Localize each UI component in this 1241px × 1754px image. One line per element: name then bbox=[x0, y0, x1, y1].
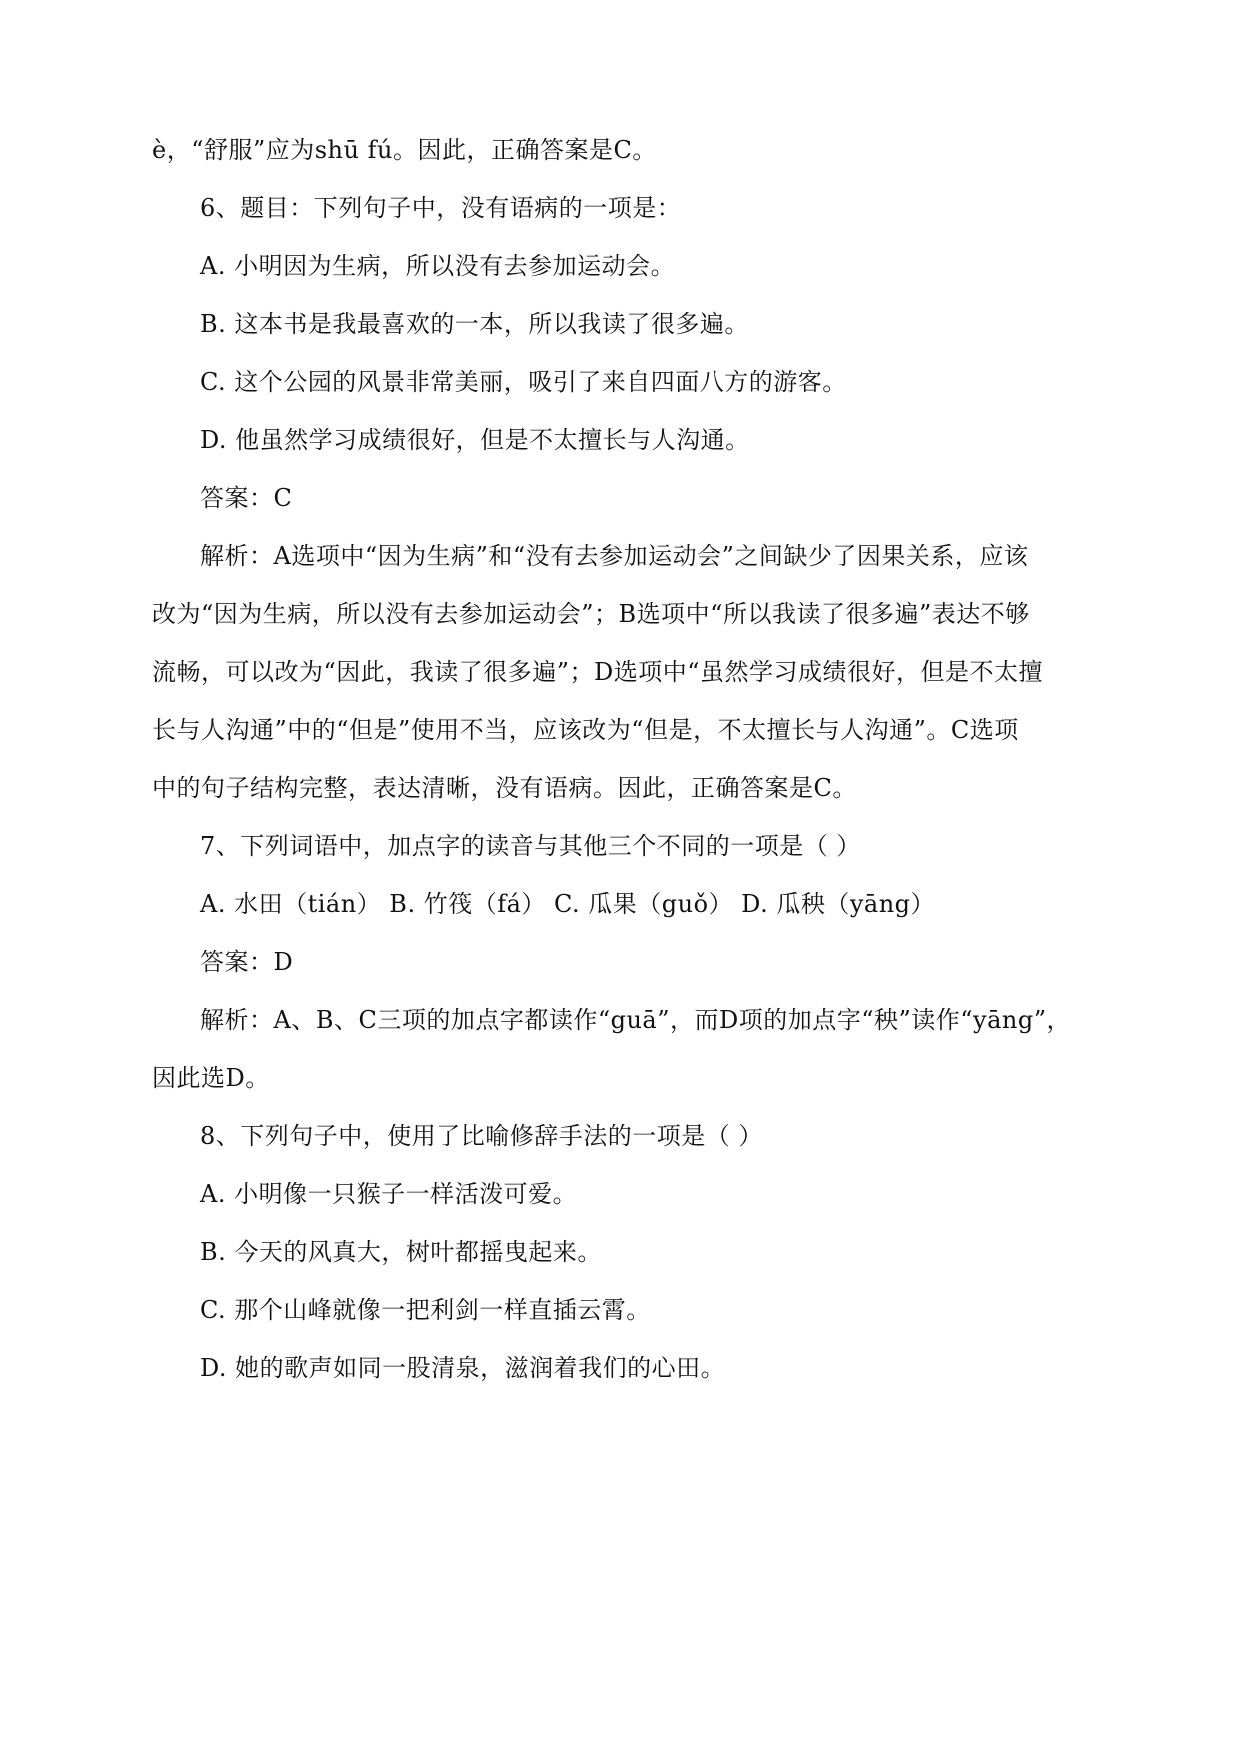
question-7-analysis-line: 因此选D。 bbox=[152, 1064, 270, 1092]
question-7-title: 7、下列词语中，加点字的读音与其他三个不同的一项是（ ） bbox=[200, 832, 861, 860]
question-7-analysis-line: 解析：A、B、C三项的加点字都读作“guā”，而D项的加点字“秧”读作“yāng”， bbox=[200, 1006, 1072, 1034]
question-8-option-c: C. 那个山峰就像一把利剑一样直插云霄。 bbox=[200, 1296, 651, 1324]
question-8-option-b: B. 今天的风真大，树叶都摇曳起来。 bbox=[200, 1238, 602, 1266]
question-6-option-a: A. 小明因为生病，所以没有去参加运动会。 bbox=[200, 252, 676, 280]
question-7-options: A. 水田（tián） B. 竹筏（fá） C. 瓜果（guǒ） D. 瓜秧（yāng） bbox=[200, 890, 936, 918]
question-6-option-d: D. 他虽然学习成绩很好，但是不太擅长与人沟通。 bbox=[200, 426, 750, 454]
question-6-analysis-line: 解析：A选项中“因为生病”和“没有去参加运动会”之间缺少了因果关系，应该 bbox=[200, 542, 1029, 570]
question-8-option-d: D. 她的歌声如同一股清泉，滋润着我们的心田。 bbox=[200, 1354, 726, 1382]
question-6-title: 6、题目：下列句子中，没有语病的一项是： bbox=[200, 194, 682, 222]
question-6-answer: 答案：C bbox=[200, 484, 293, 512]
question-7-answer: 答案：D bbox=[200, 948, 294, 976]
question-6-analysis-line: 流畅，可以改为“因此，我读了很多遍”；D选项中“虽然学习成绩很好，但是不太擅 bbox=[152, 658, 1044, 686]
question-6-analysis-line: 改为“因为生病，所以没有去参加运动会”；B选项中“所以我读了很多遍”表达不够 bbox=[152, 600, 1030, 628]
question-6-analysis-line: 中的句子结构完整，表达清晰，没有语病。因此，正确答案是C。 bbox=[152, 774, 857, 802]
question-6-option-b: B. 这本书是我最喜欢的一本，所以我读了很多遍。 bbox=[200, 310, 749, 338]
question-6-analysis-line: 长与人沟通”中的“但是”使用不当，应该改为“但是，不太擅长与人沟通”。C选项 bbox=[152, 716, 1019, 744]
question-8-option-a: A. 小明像一只猴子一样活泼可爱。 bbox=[200, 1180, 578, 1208]
text-line: è，“舒服”应为shū fú。因此，正确答案是C。 bbox=[152, 136, 657, 164]
question-8-title: 8、下列句子中，使用了比喻修辞手法的一项是（ ） bbox=[200, 1122, 763, 1150]
question-6-option-c: C. 这个公园的风景非常美丽，吸引了来自四面八方的游客。 bbox=[200, 368, 847, 396]
